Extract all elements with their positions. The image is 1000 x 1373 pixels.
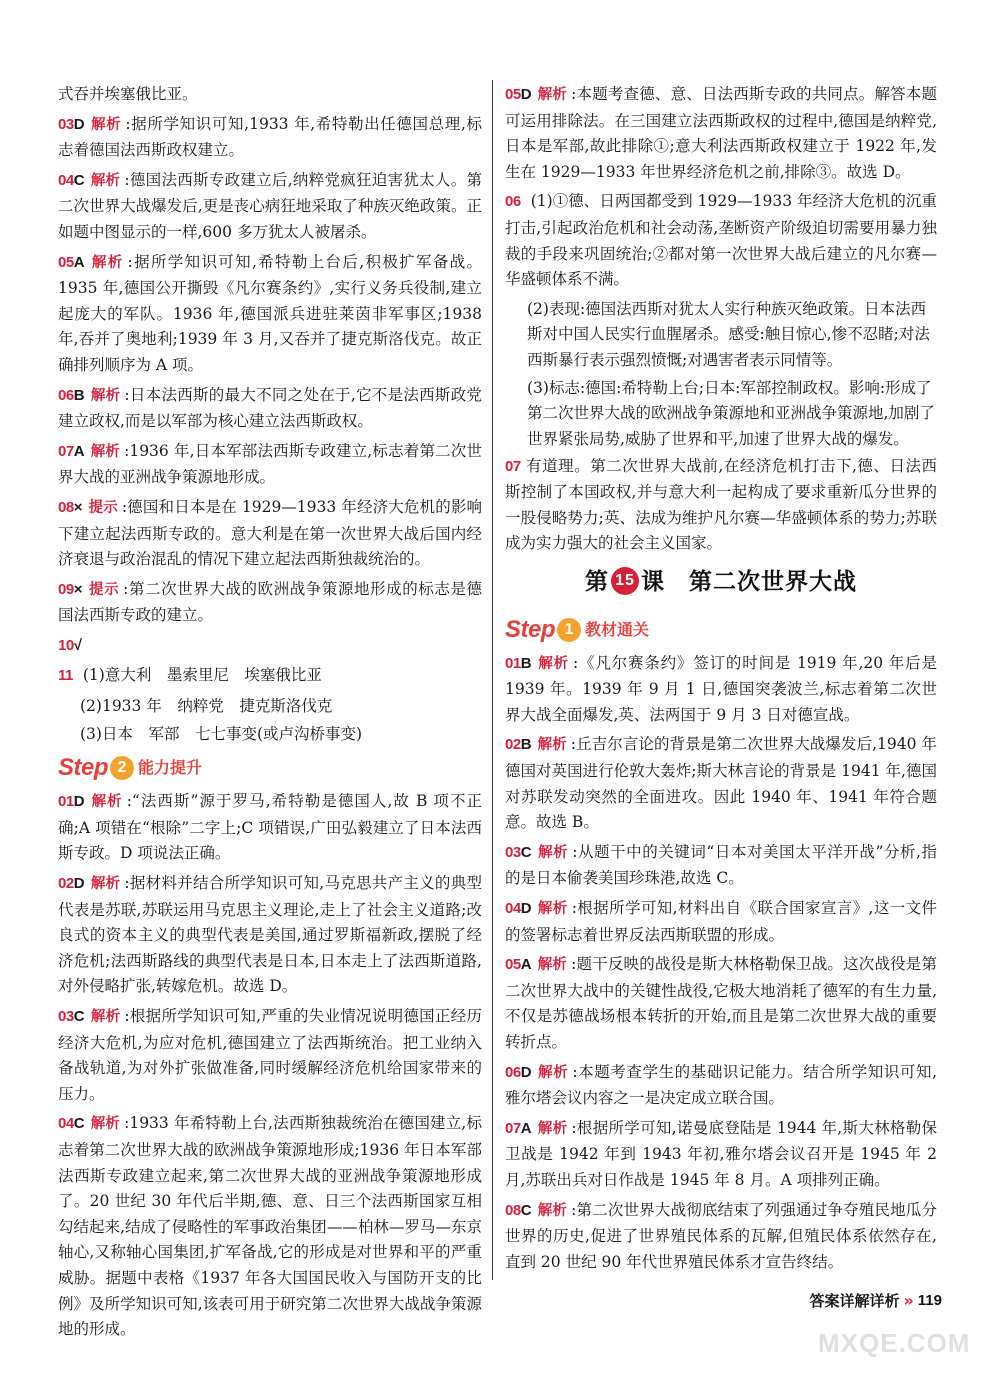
answer-choice: D (73, 115, 85, 133)
answer-text: :据材料并结合所学知识可知,马克思共产主义的典型代表是苏联,苏联运用马克思主义理论,走上了社会主义道路;改良式的资本主义的典型代表是美国,通过罗斯福新政,摆脱了经济危机;法西斯路线的典型代表是日本,日本走上了法西斯道路,对外侵略扩张,转嫁危机。故选 D。 (58, 874, 482, 996)
answer-item (58, 789, 482, 867)
answer-choice: C (520, 1201, 532, 1219)
question-number: 01 (58, 793, 74, 811)
answer-choice: × (73, 498, 83, 516)
q06-sub-3: (3)标志:德国:希特勒上台;日本:军部控制政权。影响:形成了第二次世界大战的欧洲战争策源地和亚洲战争策源地,加剧了世界紧张局势,威胁了世界和平,加速了世界大战的爆发。 (527, 378, 935, 448)
answer-item (58, 633, 482, 660)
answer-item (58, 1111, 482, 1342)
answer-item (505, 1116, 937, 1194)
answer-item (58, 168, 482, 246)
question-number: 04 (505, 900, 521, 918)
answer-choice: C (73, 1115, 85, 1133)
page-number: 119 (917, 1292, 942, 1309)
analysis-tag: 解析 (90, 254, 124, 271)
answer-choice: C (73, 171, 85, 189)
answer-item (505, 651, 937, 729)
answer-text: :日本法西斯的最大不同之处在于,它不是法西斯政党建立政权,而是以军部为核心建立法西斯政权。 (58, 385, 482, 431)
question-number: 01 (505, 654, 521, 672)
question-number: 06 (505, 1063, 521, 1081)
analysis-tag: 解析 (90, 387, 121, 404)
answer-text: :1933 年希特勒上台,法西斯独裁统治在德国建立,标志着第二次世界大战的欧洲战争策源地形成;1936 年日本军部法西斯专政建立起来,第二次世界大战的亚洲战争策源地形成了。20 世纪 30 年代后半期,德、意、日三个法西斯国家互相勾结起来,结成了侵略性的军事政治集团——柏林—罗马—东京轴心,又称轴心国集团,扩军备战,它的形成是对世界和平的严重威胁。据题中表格《1937 年各大国国民收入与国防开支的比例》及所学知识可知,该表可用于研究第二次世界大战战争策源地的形成。 (58, 1114, 483, 1339)
analysis-tag: 解析 (537, 844, 569, 861)
answer-item (58, 871, 482, 1000)
q06-sub-2: (2)表现:德国法西斯对犹太人实行种族灭绝政策。日本法西斯对中国人民实行血腥屠杀。感受:触目惊心,惨不忍睹;对法西斯暴行表示强烈愤慨;对遇害者表示同情等。 (527, 299, 930, 369)
answer-text: :《凡尔赛条约》签订的时间是 1919 年,20 年后是 1939 年。1939 年 9 月 1 日,德国突袭波兰,标志着第二次世界大战全面爆发,英、法两国于 9 月 3 日对德宣战。 (505, 653, 938, 724)
analysis-tag: 解析 (90, 1116, 121, 1133)
lesson-prefix: 第 (585, 567, 609, 595)
q11-sub-3: (3)日本 军部 七七事变(或卢沟桥事变) (80, 724, 363, 743)
question-number: 07 (505, 1119, 521, 1137)
footer-label: 答案详解详析 (809, 1292, 900, 1310)
answer-text: :第二次世界大战的欧洲战争策源地形成的标志是德国法西斯专政的建立。 (58, 579, 482, 625)
answer-item (505, 189, 937, 292)
answer-item (58, 577, 482, 629)
step-number-badge: 2 (110, 756, 134, 780)
answer-text: :据所学知识可知,希特勒上台后,积极扩军备战。1935 年,德国公开撕毁《凡尔赛条约》,实行义务兵役制,建立起庞大的军队。1936 年,德国派兵进驻莱茵非军事区;1938 年,吞并了奥地利;1939 年 3 月,又吞并了捷克斯洛伐克。故正确排列顺序为 A 项。 (58, 252, 483, 374)
question-number: 06 (505, 193, 521, 211)
question-number: 06 (58, 386, 74, 404)
answer-item (58, 495, 482, 573)
lesson-title (505, 569, 937, 597)
left-column (58, 82, 482, 1347)
step1-heading (505, 615, 937, 645)
question-number: 07 (58, 442, 74, 460)
question-number: 03 (505, 843, 521, 861)
answer-choice: A (73, 442, 85, 460)
answer-item (58, 383, 482, 435)
question-number: 11 (58, 667, 73, 685)
chevron-right-icon: » (903, 1291, 914, 1310)
answer-text: :根据所学可知,材料出自《联合国家宣言》,这一文件的签署标志着世界反法西斯联盟的形成。 (505, 899, 938, 944)
answer-text: (1)意大利 墨索里尼 埃塞俄比亚 (82, 666, 322, 685)
analysis-tag: 解析 (537, 655, 569, 672)
question-number: 09 (58, 580, 74, 598)
answer-choice: D (73, 793, 85, 811)
analysis-tag: 解析 (537, 87, 568, 103)
lesson-number-badge: 15 (611, 567, 639, 595)
page-footer (809, 1290, 942, 1311)
answer-choice: A (520, 956, 532, 974)
answer-choice: D (520, 1063, 532, 1081)
step-word: Step (505, 615, 556, 643)
analysis-tag: 解析 (90, 443, 121, 460)
answer-text: :“法西斯”源于罗马,希特勒是德国人,故 B 项不正确;A 项错在“根除”二字上;C 项错误,广田弘毅建立了日本法西斯专政。D 项说法正确。 (58, 792, 483, 863)
answer-choice: B (520, 654, 532, 672)
answer-item (505, 1198, 937, 1276)
answer-text: :本题考查学生的基础识记能力。结合所学知识可知,雅尔塔会议内容之一是决定成立联合国。 (505, 1062, 938, 1108)
question-number: 05 (505, 86, 521, 103)
answer-item (505, 840, 937, 892)
answer-text: :本题考查德、意、日法西斯专政的共同点。解答本题可运用排除法。在三国建立法西斯政权的过程中,德国是纳粹党,日本是军部,故此排除①;意大利法西斯政权建立于 1922 年,发生在 1929—1933 年世界经济危机之前,排除③。故选 D。 (505, 85, 937, 181)
answer-choice: D (520, 900, 532, 918)
analysis-tag: 解析 (537, 901, 568, 918)
answer-item (58, 1004, 482, 1107)
question-number: 03 (58, 1008, 74, 1025)
answer-text: :德国法西斯专政建立后,纳粹党疯狂迫害犹太人。第二次世界大战爆发后,更是丧心病狂地采取了种族灭绝政策。正如题中图显示的一样,600 多万犹太人被屠杀。 (58, 170, 482, 241)
step-word: Step (58, 754, 109, 782)
lesson-name: 课 第二次世界大战 (641, 567, 857, 595)
answer-choice: B (520, 736, 532, 754)
answer-choice: √ (73, 636, 82, 654)
step-title: 能力提升 (138, 758, 203, 778)
analysis-tag: 提示 (88, 581, 120, 598)
watermark-text: MXQE.COM (818, 1328, 971, 1358)
answer-choice: A (73, 253, 85, 271)
question-number: 07 (505, 458, 521, 476)
answer-text: :德国和日本是在 1929—1933 年经济大危机的影响下建立起法西斯专政的。意大利是在第一次世界大战后国内经济衰退与政治混乱的情况下建立起法西斯独裁统治的。 (58, 497, 482, 569)
answer-text: :据所学知识可知,1933 年,希特勒出任德国总理,标志着德国法西斯政权建立。 (58, 114, 482, 160)
analysis-tag: 解析 (537, 1064, 569, 1081)
question-number: 10 (58, 636, 74, 654)
answer-item (58, 250, 482, 379)
answer-text: :题干反映的战役是斯大林格勒保卫战。这次战役是第二次世界大战中的关键性战役,它极大地消耗了德军的有生力量,不仅是苏德战场根本转折的开始,而且是第二次世界大战的重要转折点。 (505, 955, 937, 1051)
right-column (505, 82, 937, 1279)
answer-item-q07 (505, 454, 937, 556)
step-number-badge: 1 (557, 618, 581, 642)
answer-text: 有道理。第二次世界大战前,在经济危机打击下,德、日法西斯控制了本国政权,并与意大利一起构成了要求重新瓜分世界的一股侵略势力;英、法成为维护凡尔赛—华盛顿体系的势力;苏联成为实力强大的社会主义国家。 (505, 457, 937, 553)
answer-choice: A (520, 1119, 532, 1137)
question-number: 03 (58, 115, 74, 133)
answer-choice: C (520, 843, 532, 861)
answer-item (58, 439, 482, 491)
answer-choice: × (73, 580, 83, 598)
analysis-tag: 提示 (88, 499, 118, 516)
analysis-tag: 解析 (537, 1120, 568, 1137)
answer-item (58, 82, 482, 108)
answer-text: (1)①德、日两国都受到 1929—1933 年经济大危机的沉重打击,引起政治危机和社会动荡,垄断资产阶级迫切需要用暴力独裁的手段来巩固统治;②都对第一次世界大战后建立的凡尔赛—华盛顿体系不满。 (505, 192, 937, 289)
answer-text: 式吞并埃塞俄比亚。 (58, 85, 198, 103)
question-number: 04 (58, 1115, 74, 1133)
analysis-tag: 解析 (90, 172, 121, 189)
answer-choice: D (73, 875, 85, 893)
answer-item (505, 732, 937, 835)
question-number: 08 (505, 1201, 521, 1219)
answer-text: :根据所学可知,诺曼底登陆是 1944 年,斯大林格勒保卫战是 1942 年到 1943 年初,雅尔塔会议召开是 1945 年 2 月,苏联出兵对日作战是 1945 年 8 月。A 项排列正确。 (505, 1118, 937, 1189)
answer-choice: C (73, 1008, 85, 1025)
question-number: 04 (58, 171, 74, 189)
answer-item (58, 663, 482, 690)
answer-text: :从题干中的关键词“日本对美国太平洋开战”分析,指的是日本偷袭美国珍珠港,故选 C。 (505, 842, 938, 888)
analysis-tag: 解析 (90, 116, 122, 133)
analysis-tag: 解析 (537, 737, 567, 754)
q11-sub-2: (2)1933 年 纳粹党 捷克斯洛伐克 (80, 697, 333, 716)
answer-item (505, 952, 937, 1055)
answer-item (58, 112, 482, 164)
question-number: 02 (505, 736, 521, 754)
analysis-tag: 解析 (90, 876, 121, 893)
answer-text: :丘吉尔言论的背景是第二次世界大战爆发后,1940 年德国对英国进行伦敦大轰炸;斯大林言论的背景是 1941 年,德国对苏联发动突然的全面进攻。因此 1940 年、1941 年符合题意。故选 B。 (505, 735, 938, 832)
answer-item (505, 1060, 937, 1112)
analysis-tag: 解析 (537, 957, 568, 974)
column-divider (492, 80, 493, 1280)
analysis-tag: 解析 (90, 1009, 121, 1025)
answer-choice: B (73, 386, 85, 404)
question-number: 05 (505, 956, 521, 974)
answer-item (505, 82, 937, 185)
answer-text: :第二次世界大战彻底结束了列强通过争夺殖民地瓜分世界的历史,促进了世界殖民体系的瓦解,但殖民体系依然存在,直到 20 世纪 90 年代世界殖民体系才宣告终结。 (505, 1200, 937, 1271)
answer-item (505, 896, 937, 948)
answer-text: :根据所学知识可知,严重的失业情况说明德国正经历经济大危机,为应对危机,德国建立了法西斯统治。把工业纳入备战轨道,为对外扩张做准备,同时缓解经济危机给国家带来的压力。 (58, 1007, 482, 1103)
question-number: 08 (58, 498, 74, 516)
step-title: 教材通关 (585, 619, 650, 639)
analysis-tag: 解析 (537, 1202, 568, 1219)
answer-choice: D (520, 86, 532, 103)
step2-heading (58, 753, 482, 783)
question-number: 02 (58, 875, 74, 893)
analysis-tag: 解析 (90, 794, 123, 811)
question-number: 05 (58, 253, 74, 271)
answer-text: :1936 年,日本军部法西斯专政建立,标志着第二次世界大战的亚洲战争策源地形成。 (58, 441, 483, 487)
